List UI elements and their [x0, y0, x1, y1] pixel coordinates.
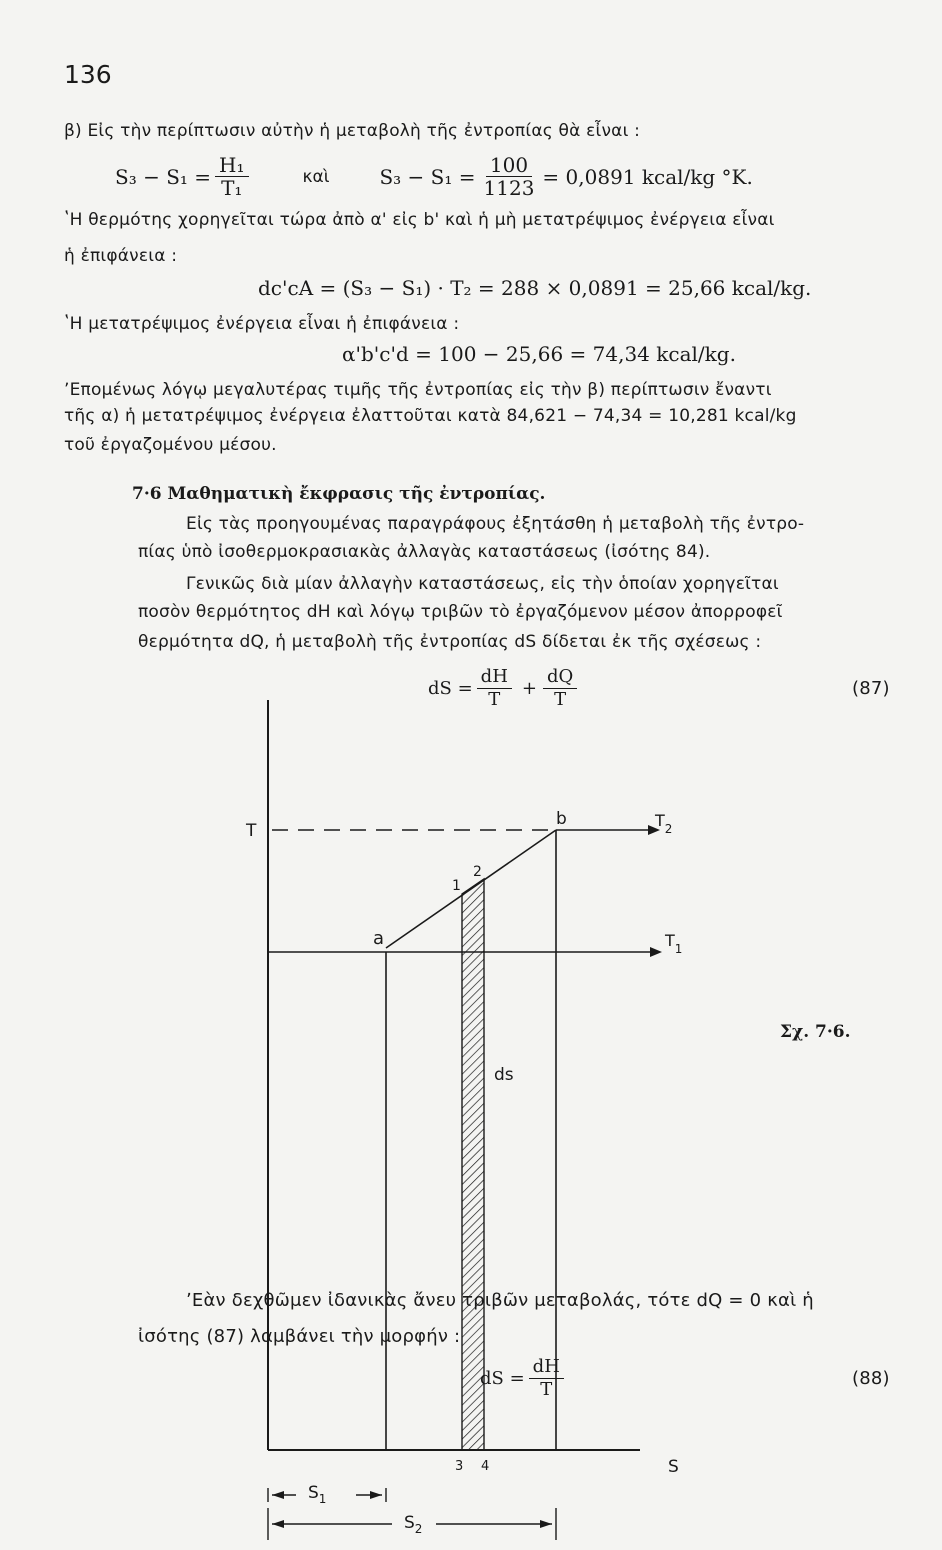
text-line: ʼΕπομένως λόγῳ μεγαλυτέρας τιμῆς τῆς ἐντροπίας εἰς τὴν β) περίπτωσιν ἔναντι [64, 380, 772, 400]
text-line: Εἰς τὰς προηγουμένας παραγράφους ἐξητάσθη ἡ μεταβολὴ τῆς ἐντρο- [186, 514, 805, 534]
eq-term: S₃ − S₁ = [379, 164, 476, 189]
text-line: Γενικῶς διὰ μίαν ἀλλαγὴν καταστάσεως, εἰς τὴν ὁποίαν χορηγεῖται [186, 574, 779, 594]
equation-number-88: (88) [852, 1368, 890, 1389]
text-line: ποσὸν θερμότητος dH καὶ λόγῳ τριβῶν τὸ ἐργαζόμενον μέσον ἀπορροφεῖ [138, 602, 783, 622]
text-line: ἰσότης (87) λαμβάνει τὴν μορφήν : [138, 1326, 461, 1347]
page-number: 136 [64, 60, 112, 89]
label-s2 [404, 1513, 422, 1536]
label-s: S [668, 1457, 679, 1477]
text-line: τοῦ ἐργαζομένου μέσου. [64, 435, 277, 455]
fraction-denominator: T [540, 1379, 553, 1400]
equation-s3-s1 [115, 154, 753, 199]
fraction-numerator: 100 [486, 154, 532, 177]
fraction [480, 154, 539, 199]
fraction-denominator: T [488, 689, 501, 710]
label-t2-main: T [655, 811, 665, 830]
label-b: b [556, 809, 567, 829]
label-t2 [654, 811, 672, 836]
label-a: a [373, 928, 385, 949]
label-ds: ds [494, 1065, 514, 1085]
label-4: 4 [481, 1459, 490, 1474]
label-s1-main: S [308, 1483, 319, 1503]
s2-arrow-right [540, 1520, 552, 1528]
eq-term: S₃ − S₁ = [115, 164, 212, 189]
eq-connector: καὶ [302, 166, 330, 187]
label-2: 2 [473, 864, 482, 880]
fraction-numerator: H₁ [215, 154, 248, 177]
text-line: ʽΗ μετατρέψιμος ἐνέργεια εἶναι ἡ ἐπιφάνεια : [64, 314, 460, 334]
label-t: T [246, 821, 257, 841]
eq-term: dS = [428, 678, 473, 699]
s1-arrow-left [272, 1491, 284, 1499]
arrow-t1 [650, 947, 662, 957]
text-line: πίας ὑπὸ ἰσοθερμοκρασιακὰς ἀλλαγὰς καταστάσεως (ἰσότης 84). [138, 542, 711, 562]
equation-number-87: (87) [852, 678, 890, 699]
label-s2-sub: 2 [414, 1522, 423, 1536]
text-line: ʽΗ θερμότης χορηγεῖται τώρα ἀπὸ α' εἰς b' καὶ ἡ μὴ μετατρέψιμος ἐνέργεια εἶναι [64, 210, 775, 230]
section-heading: 7·6 Μαθηματικὴ ἔκφρασις τῆς ἐντροπίας. [132, 484, 546, 504]
eq-result: = 0,0891 kcal/kg °K. [542, 164, 753, 189]
label-3: 3 [455, 1459, 464, 1474]
label-t2-sub: 2 [664, 822, 673, 836]
label-t1-main: T [665, 931, 675, 950]
fraction [529, 1356, 564, 1401]
fraction-numerator: dH [529, 1356, 564, 1379]
fraction-denominator: 1123 [483, 176, 535, 200]
text-line: ʼΕὰν δεχθῶμεν ἰδανικὰς ἄνευ τριβῶν μεταβολάς, τότε dQ = 0 καὶ ἡ [186, 1290, 814, 1311]
equation-dccA: dc'cA = (S₃ − S₁) · T₂ = 288 × 0,0891 = 25,66 kcal/kg. [258, 276, 812, 300]
fraction-numerator: dH [477, 666, 512, 689]
label-t1-sub: 1 [674, 942, 683, 956]
equation-abcd: α'b'c'd = 100 − 25,66 = 74,34 kcal/kg. [342, 342, 736, 366]
fraction-denominator: T₁ [221, 176, 243, 200]
s1-arrow-right [370, 1491, 382, 1499]
text-line: β) Εἰς τὴν περίπτωσιν αὐτὴν ἡ μεταβολὴ τῆς ἐντροπίας θὰ εἶναι : [64, 121, 641, 141]
text-line: ἡ ἐπιφάνεια : [64, 246, 178, 266]
label-s1 [308, 1483, 326, 1506]
text-line: τῆς α) ἡ μετατρέψιμος ἐνέργεια ἐλαττοῦται κατὰ 84,621 − 74,34 = 10,281 kcal/kg [64, 406, 797, 426]
fraction-denominator: T [554, 689, 567, 710]
fraction-numerator: dQ [543, 666, 577, 689]
eq-plus: + [521, 678, 537, 699]
eq-term: dS = [480, 1368, 525, 1389]
equation-88 [480, 1356, 568, 1401]
label-1: 1 [452, 878, 461, 894]
label-s2-main: S [404, 1513, 415, 1533]
ts-diagram [230, 690, 700, 1550]
figure-caption: Σχ. 7·6. [780, 1022, 851, 1042]
text-line: θερμότητα dQ, ἡ μεταβολὴ τῆς ἐντροπίας dS δίδεται ἐκ τῆς σχέσεως : [138, 632, 762, 652]
label-s1-sub: 1 [318, 1492, 327, 1506]
label-t1 [664, 931, 682, 956]
fraction [215, 154, 248, 199]
s2-arrow-left [272, 1520, 284, 1528]
